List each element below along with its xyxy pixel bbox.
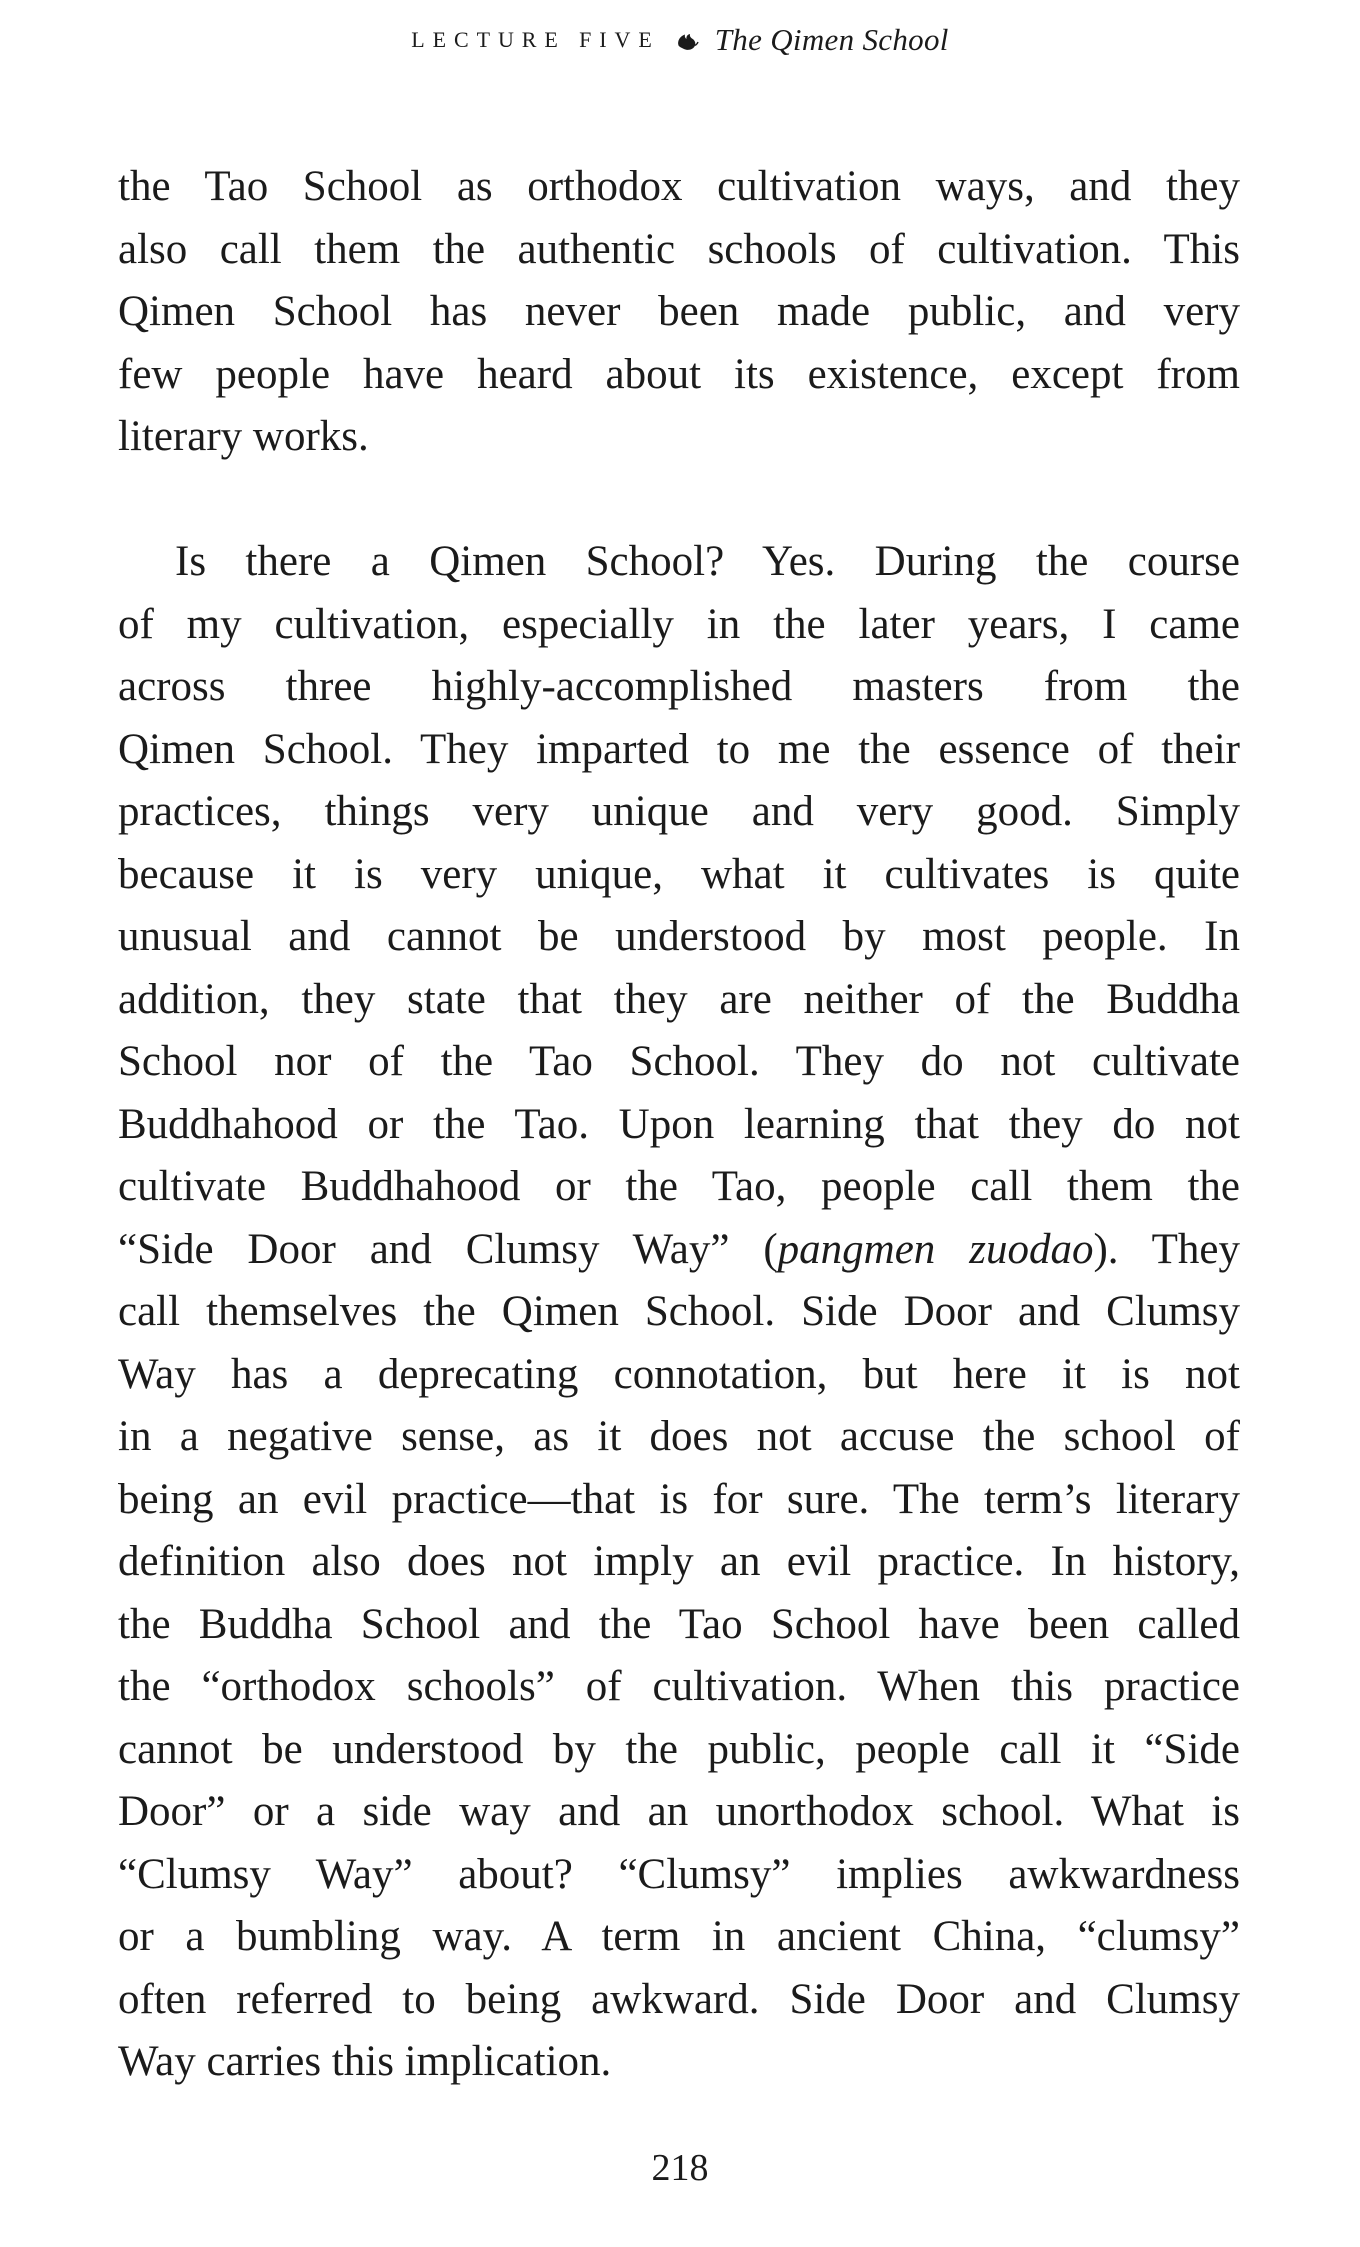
text-line: unusual and cannot be understood by most people. In	[118, 913, 1240, 960]
text-line: Is there a Qimen School? Yes. During the course	[175, 538, 1240, 585]
paragraph	[118, 531, 1240, 2094]
chapter-title: The Qimen School	[714, 22, 949, 57]
text-line: often referred to being awkward. Side Door and Clumsy	[118, 1975, 1240, 2023]
text-line: literary works.	[118, 413, 369, 460]
paragraph	[118, 156, 1240, 469]
text-line: the “orthodox schools” of cultivation. When this practice	[118, 1663, 1240, 1710]
text-line: “Clumsy Way” about? “Clumsy” implies awkwardness	[118, 1850, 1240, 1898]
text-line: few people have heard about its existence, except from	[118, 350, 1240, 398]
text-line	[118, 1219, 1240, 1282]
text-line: because it is very unique, what it cultivates is quite	[118, 850, 1240, 898]
running-header	[0, 22, 1360, 58]
page-number: 218	[651, 2147, 709, 2189]
text-line: addition, they state that they are neither of the Buddha	[118, 975, 1240, 1023]
text-line: in a negative sense, as it does not accuse the school of	[118, 1413, 1240, 1460]
text-line: also call them the authentic schools of cultivation. This	[118, 225, 1240, 273]
text-line: Qimen School. They imparted to me the essence of their	[118, 725, 1240, 773]
text-line: Way has a deprecating connotation, but here it is not	[118, 1350, 1240, 1398]
fleuron-leaf-icon	[676, 32, 699, 53]
text-line: Qimen School has never been made public, and very	[118, 288, 1240, 335]
text-line: definition also does not imply an evil practice. In history,	[118, 1538, 1240, 1585]
text-line: cultivate Buddhahood or the Tao, people call them the	[118, 1163, 1240, 1210]
text-line: the Tao School as orthodox cultivation ways, and they	[118, 163, 1240, 210]
italic-term: pangmen zuodao	[777, 1225, 1094, 1273]
text-line: call themselves the Qimen School. Side Door and Clumsy	[118, 1288, 1240, 1335]
text-line: or a bumbling way. A term in ancient China, “clumsy”	[118, 1913, 1240, 1960]
text-segment: “Side Door and Clumsy Way” (	[118, 1225, 778, 1273]
text-line: Buddhahood or the Tao. Upon learning that they do not	[118, 1100, 1240, 1148]
section-label: LECTURE FIVE	[411, 27, 660, 52]
text-line: cannot be understood by the public, people call it “Side	[118, 1725, 1240, 1773]
text-line: of my cultivation, especially in the later years, I came	[118, 600, 1240, 648]
text-line: Way carries this implication.	[118, 2038, 612, 2085]
text-line: practices, things very unique and very good. Simply	[118, 788, 1240, 835]
text-segment: ). They	[1093, 1225, 1240, 1273]
text-line: Door” or a side way and an unorthodox school. What is	[118, 1788, 1240, 1835]
text-line: across three highly-accomplished masters from the	[118, 663, 1240, 710]
page-body	[118, 156, 1240, 2094]
text-line: being an evil practice—that is for sure. The term’s literary	[118, 1475, 1240, 1523]
text-line: the Buddha School and the Tao School have been called	[118, 1600, 1240, 1648]
text-line: School nor of the Tao School. They do not cultivate	[118, 1038, 1240, 1085]
